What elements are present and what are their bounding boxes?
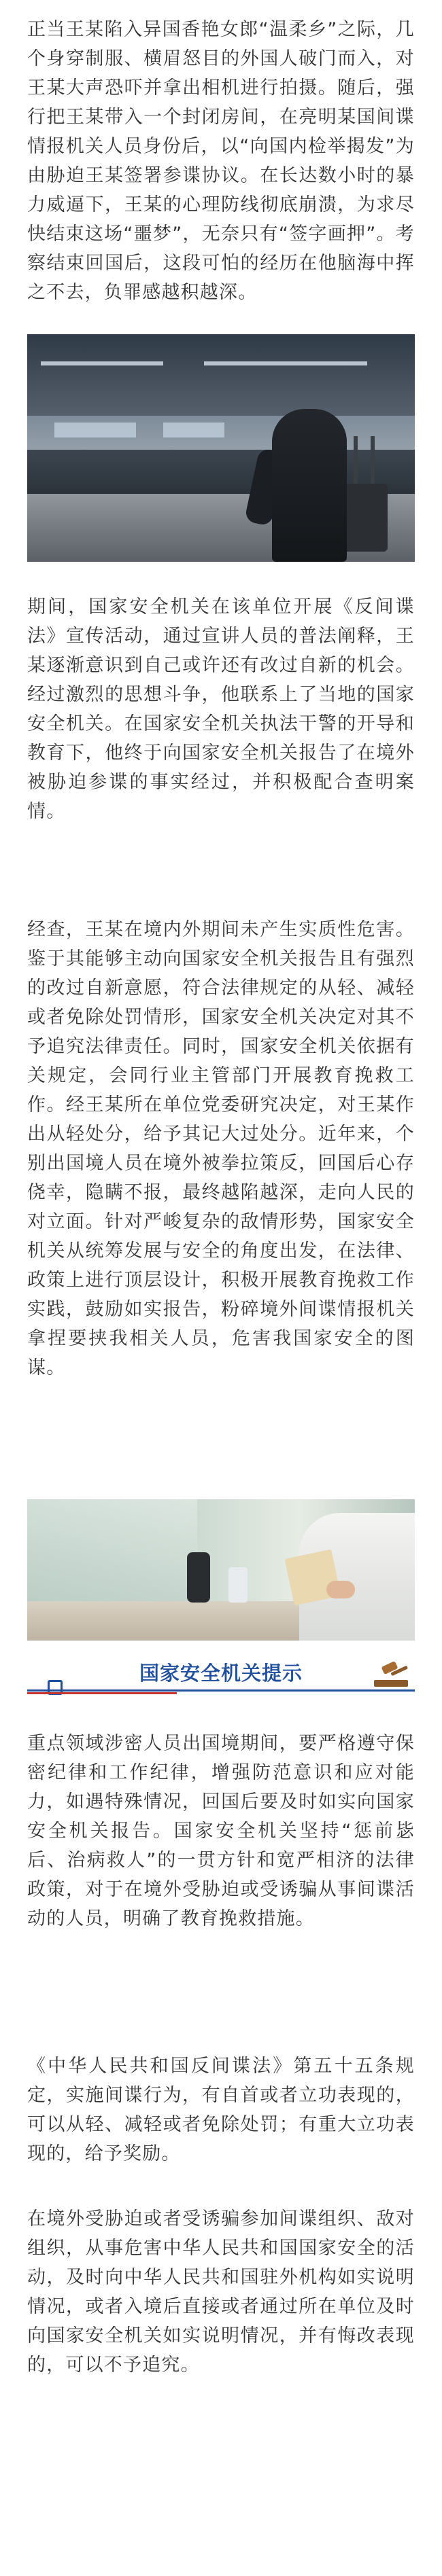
paragraph-3: 经查，王某在境内外期间未产生实质性危害。鉴于其能够主动向国家安全机关报告且有强烈的改过自新意愿，符合法律规定的从轻、减轻或者免除处罚情形，国家安全机关决定对其不予追究法律责任。同时，国家安全机关依据有关规定，会同行业主管部门开展教育挽救工作。经王某所在单位党委研究决定，对王某作出从轻处分，给予其记大过处分。近年来，个别出国境人员在境外被拳拉策反，回国后心存侥幸，隐瞒不报，最终越陷越深，走向人民的对立面。针对严峻复杂的敌情形势，国家安全机关从统筹发展与安全的角度出发，在法律、政策上进行顶层设计，积极开展教育挽救工作实践，鼓励如实报告，粉碎境外间谍情报机关拿捏要挟我相关人员，危害我国家安全的图谋。	[27, 919, 415, 1378]
paragraph-2: 期间，国家安全机关在该单位开展《反间谍法》宣传活动，通过宣讲人员的普法阐释，王某逐渐意识到自己或许还有改过自新的机会。经过激烈的思想斗争，他联系上了当地的国家安全机关。在国家安全机关执法干警的开导和教育下，他终于向国家安全机关报告了在境外被胁迫参谍的事实经过，并积极配合查明案情。	[27, 596, 415, 822]
airport-photo	[27, 334, 415, 562]
paragraph-6: 在境外受胁迫或者受诱骗参加间谍组织、敌对组织，从事危害中华人民共和国国家安全的活动，及时向中华人民共和国驻外机构如实说明情况，或者入境后直接或者通过所在单位及时向国家安全机关如实说明情况，并有悔改表现的，可以不予追究。	[27, 2208, 415, 2376]
reading-photo	[27, 1499, 415, 1641]
paragraph-5: 《中华人民共和国反间谍法》第五十五条规定，实施间谍行为，有自首或者立功表现的，可以从轻、减轻或者免除处罚；有重大立功表现的，给予奖励。	[27, 2056, 415, 2164]
paragraph-4: 重点领域涉密人员出国境期间，要严格遵守保密纪律和工作纪律，增强防范意识和应对能力，如遇特殊情况，回国后要及时如实向国家安全机关报告。国家安全机关坚持“惩前毖后、治病救人”的一贯方针和宽严相济的法律政策，对于在境外受胁迫或受诱骗从事间谍活动的人员，明确了教育挽救措施。	[27, 1733, 415, 1929]
paragraph-1: 正当王某陷入异国香艳女郎“温柔乡”之际，几个身穿制服、横眉怒目的外国人破门而入，对王某大声恐吓并拿出相机进行拍摄。随后，强行把王某带入一个封闭房间，在亮明某国间谍情报机关人员身份后，以“向国内检举揭发”为由胁迫王某签署参谍协议。在长达数小时的暴力威逼下，王某的心理防线彻底崩溃，为求尽快结束这场“噩梦”，无奈只有“签字画押”。考察结束回国后，这段可怕的经历在他脑海中挥之不去，负罪感越积越深。	[27, 19, 415, 303]
heading-underline	[27, 1689, 415, 1692]
section-heading	[27, 1653, 415, 1700]
gavel-icon	[367, 1660, 415, 1691]
section-title: 国家安全机关提示	[139, 1662, 303, 1685]
heading-accent-line	[27, 1692, 177, 1694]
